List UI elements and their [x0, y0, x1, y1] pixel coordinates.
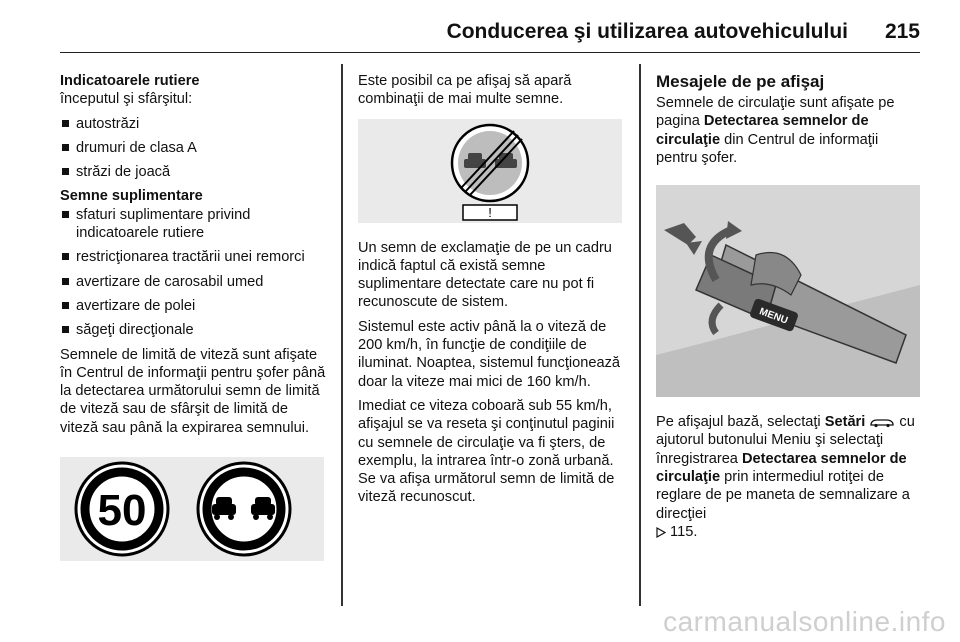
- speed-value: 50: [97, 486, 147, 536]
- display-paragraph: Semnele de circulaţie sunt afişate pe pagina Detectarea semnelor de circulaţie din Centrul de informaţii pentru şofer.: [656, 95, 895, 166]
- column-2: [358, 72, 622, 513]
- column-3: [656, 72, 922, 547]
- list-item: sfaturi suplimentare privind indicatoarele rutiere: [60, 206, 326, 243]
- active-range-paragraph: Sistemul este activ până la o viteză de 200 km/h, în funcţie de condiţiile de iluminat. Noaptea, sistemul funcţionează doar la viteze mai mici de 160 km/h.: [358, 318, 621, 390]
- column-divider: [639, 64, 641, 606]
- header-title: Conducerea şi utilizarea autovehiculului: [446, 20, 848, 43]
- column-1: [60, 72, 326, 561]
- list-item: drumuri de clasa A: [60, 139, 326, 157]
- svg-text:MENU: MENU: [757, 306, 790, 327]
- list-item: autostrăzi: [60, 115, 326, 133]
- watermark: carmanualsonline.info: [663, 606, 946, 637]
- additional-signs-list: [60, 206, 326, 340]
- list-item: avertizare de carosabil umed: [60, 273, 326, 291]
- plate-text: !: [488, 204, 492, 220]
- road-types-list: [60, 115, 326, 182]
- page-number: 215: [884, 20, 920, 43]
- turn-signal-stalk-figure: [656, 185, 920, 397]
- list-item: avertizare de polei: [60, 297, 326, 315]
- car-settings-icon: [869, 416, 895, 428]
- page-header: [60, 14, 920, 53]
- intro-text: începutul şi sfârşitul:: [60, 91, 193, 108]
- heading-additional-signs: Semne suplimentare: [60, 188, 203, 205]
- heading-display-messages: Mesajele de pe afişaj: [656, 72, 825, 91]
- list-item: străzi de joacă: [60, 163, 326, 181]
- list-item: restricţionarea tractării unei remorci: [60, 248, 326, 266]
- speed-limit-signs-figure: [60, 457, 324, 561]
- end-no-overtaking-figure: [358, 119, 622, 223]
- speed-limit-paragraph: Semnele de limită de viteză sunt afişate în Centrul de informaţii pentru şofer până la detectarea următorului semn de limită de viteză sau de sfârşit de limită de viteză sau până la expirarea semnului.: [60, 346, 326, 436]
- exclamation-paragraph: Un semn de exclamaţie de pe un cadru indică faptul că există semne suplimentare detectate care nu pot fi recunoscute de sistem.: [358, 239, 612, 311]
- heading-road-signs: Indicatoarele rutiere: [60, 73, 200, 89]
- supplementary-plate-icon: [463, 205, 517, 220]
- settings-paragraph: Pe afişajul bază, selectaţi Setări cu ajutorul butonului Meniu şi selectaţi înregistrarea Detectarea semnelor de circulaţie prin intermediul rotiţei de reglare de pe maneta de semnalizare a direcţiei 115.: [656, 414, 915, 540]
- no-overtaking-sign-icon: [198, 463, 290, 555]
- list-item: săgeţi direcţionale: [60, 321, 326, 339]
- reset-paragraph: Imediat ce viteza coboară sub 55 km/h, afişajul se va reseta şi conţinutul paginii cu semnele de circulaţie va fi şters, de exemplu, la intrarea într-o zonă urbană. Se va afişa următorul semn de limită de viteză recunoscut.: [358, 397, 615, 506]
- column-divider: [341, 64, 343, 606]
- page-reference-icon: [656, 527, 666, 538]
- combination-intro: Este posibil ca pe afişaj să apară combinaţii de mai multe semne.: [358, 73, 572, 108]
- end-of-no-overtaking-sign-icon: [452, 125, 528, 201]
- speed-limit-sign-icon: [76, 463, 168, 555]
